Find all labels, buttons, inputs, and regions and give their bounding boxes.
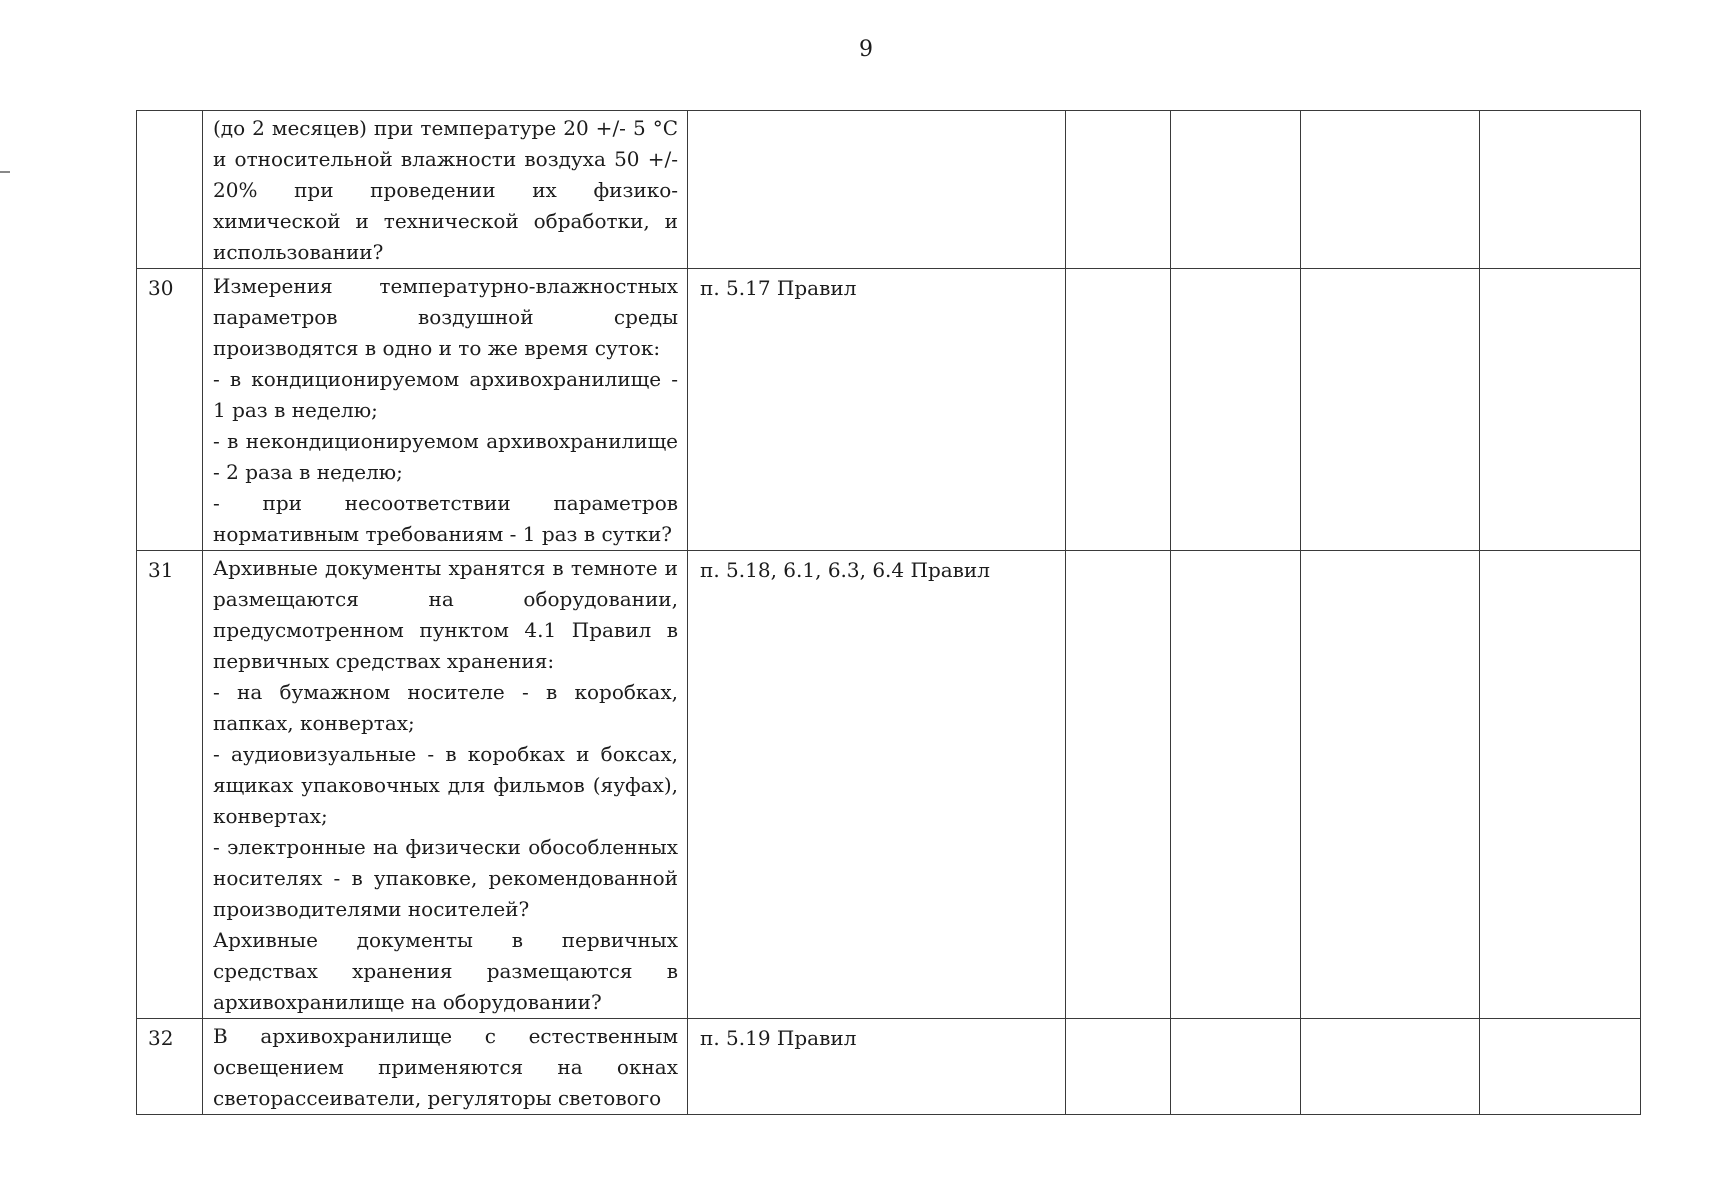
table-row [137, 1019, 1641, 1115]
question-text: Измерения температурно-влажностных параметров воздушной среды производятся в одно и то же время суток: - в кондиционируемом архивохранилище - 1 раз в неделю; - в некондиционируемом архивохранилище - 2 раза в неделю; - при несоответствии параметров нормативным требованиям - 1 раз в сутки? [213, 274, 678, 546]
margin-mark [0, 171, 10, 173]
answer-cell [1171, 269, 1301, 551]
answer-cell [1171, 1019, 1301, 1115]
row-number: 30 [137, 269, 203, 551]
question-cell [203, 269, 688, 551]
row-number: 32 [137, 1019, 203, 1115]
question-cell [203, 111, 688, 269]
answer-cell [1171, 111, 1301, 269]
question-cell [203, 1019, 688, 1115]
row-number [137, 111, 203, 269]
answer-cell [1480, 551, 1641, 1019]
page-number: 9 [859, 37, 873, 62]
row-number: 31 [137, 551, 203, 1019]
answer-cell [1066, 269, 1171, 551]
question-text: В архивохранилище с естественным освещением применяются на окнах светорассеиватели, регуляторы светового [213, 1024, 678, 1110]
answer-cell [1480, 1019, 1641, 1115]
answer-cell [1171, 551, 1301, 1019]
question-text: Архивные документы хранятся в темноте и размещаются на оборудовании, предусмотренном пунктом 4.1 Правил в первичных средствах хранения: - на бумажном носителе - в коробках, папках, конвертах; - аудиовизуальные - в коробках и боксах, ящиках упаковочных для фильмов (яуфах), конвертах; - электронные на физически обособленных носителях - в упаковке, рекомендованной производителями носителей? Архивные документы в первичных средствах хранения размещаются в архивохранилище на оборудовании? [213, 556, 678, 1014]
table-row [137, 551, 1641, 1019]
answer-cell [1301, 269, 1480, 551]
checklist-table [136, 110, 1641, 1115]
answer-cell [1301, 551, 1480, 1019]
question-cell [203, 551, 688, 1019]
answer-cell [1301, 111, 1480, 269]
answer-cell [1480, 111, 1641, 269]
answer-cell [1066, 111, 1171, 269]
reference-cell: п. 5.17 Правил [688, 269, 1066, 551]
question-text: (до 2 месяцев) при температуре 20 +/- 5 °С и относительной влажности воздуха 50 +/- 20% при проведении их физико-химической и технической обработки, и использовании? [213, 116, 678, 264]
table-row [137, 269, 1641, 551]
answer-cell [1066, 551, 1171, 1019]
answer-cell [1480, 269, 1641, 551]
answer-cell [1066, 1019, 1171, 1115]
reference-cell: п. 5.19 Правил [688, 1019, 1066, 1115]
answer-cell [1301, 1019, 1480, 1115]
reference-cell: п. 5.18, 6.1, 6.3, 6.4 Правил [688, 551, 1066, 1019]
reference-cell [688, 111, 1066, 269]
table-row [137, 111, 1641, 269]
